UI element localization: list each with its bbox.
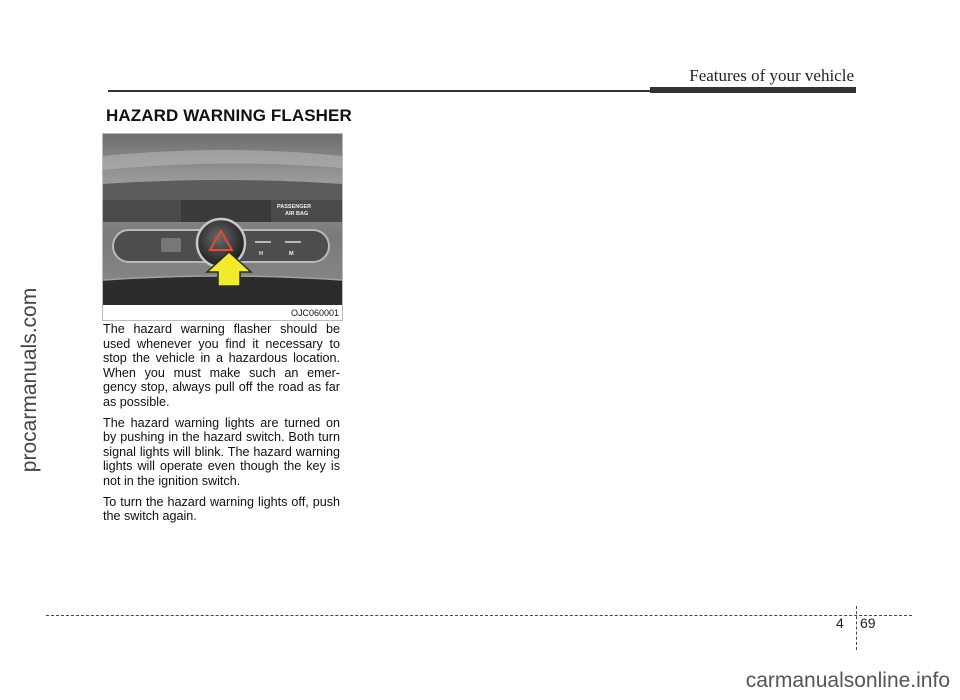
bottom-watermark: carmanualsonline.info	[745, 669, 950, 692]
footer-rule	[46, 615, 912, 616]
header-rule	[108, 90, 650, 92]
page-number: 69	[860, 615, 876, 631]
chapter-number: 4	[836, 615, 844, 631]
section-title: HAZARD WARNING FLASHER	[106, 106, 352, 125]
header-title: Features of your vehicle	[689, 66, 854, 85]
door-lock-icon	[161, 238, 181, 252]
m-button-label: M	[289, 251, 294, 257]
body-text	[103, 322, 340, 530]
hazard-switch-figure	[102, 133, 343, 321]
passenger-airbag-label-2: AIR BAG	[285, 211, 309, 217]
header-tab	[650, 87, 856, 93]
passenger-airbag-label-1: PASSENGER	[277, 204, 312, 210]
page-divider	[856, 606, 857, 650]
paragraph: The hazard warning flasher should be used whenever you find it necessary to stop the vehicle in a hazardous location. When you must make such an emer-gency stop, always pull off the road as far as possible.	[103, 322, 340, 409]
paragraph: The hazard warning lights are turned on by pushing in the hazard switch. Both turn signal lights will blink. The hazard warning lights will operate even though the key is not in the ignition switch.	[103, 415, 340, 488]
paragraph: To turn the hazard warning lights off, push the switch again.	[103, 494, 340, 524]
dashboard-illustration	[103, 134, 342, 320]
side-watermark: procarmanuals.com	[18, 287, 41, 473]
figure-code: OJC060001	[290, 308, 339, 318]
h-button-label: H	[259, 251, 263, 257]
